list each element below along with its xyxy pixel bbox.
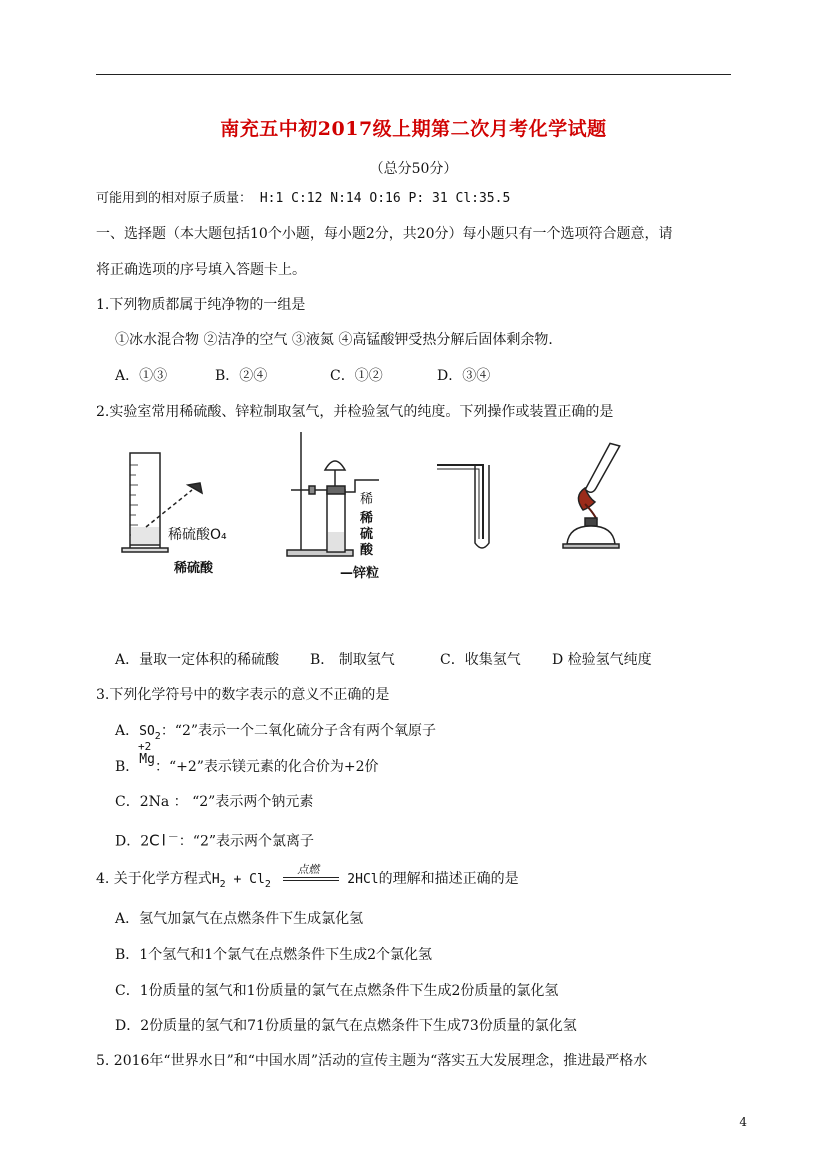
q2-option-b: B． 制取氢气: [310, 652, 395, 668]
q2-stem: 2.实验室常用稀硫酸、锌粒制取氢气，并检验氢气的纯度。下列操作或装置正确的是: [96, 404, 614, 420]
q3-option-d: [115, 828, 314, 851]
q4-condition: 点燃: [297, 863, 320, 876]
figure-b-caption: —锌粒: [340, 566, 380, 581]
section1-line1: 一、选择题（本大题包括10个小题，每小题2分，共20分）每小题只有一个选项符合题意，请: [96, 226, 673, 242]
q4-reaction-arrow: [283, 863, 339, 881]
q2-option-d: D 检验氢气纯度: [552, 652, 652, 668]
q3-d-text: ：“2”表示两个氯离子: [178, 833, 315, 850]
q3-stem: 3.下列化学符号中的数字表示的意义不正确的是: [96, 687, 390, 703]
q4-stem-suffix: 的理解和描述正确的是: [378, 871, 519, 887]
q3-a-subscript: 2: [154, 730, 161, 742]
q4-eq-cl: + Cl: [225, 872, 265, 887]
q3-d-superscript: －: [167, 830, 179, 843]
q4-eq-h: H: [211, 872, 220, 887]
exam-title: 南充五中初2017级上期第二次月考化学试题: [220, 118, 607, 140]
q3-option-c: C．2Na ： “2”表示两个钠元素: [115, 794, 314, 810]
figure-b-label-4: 酸: [360, 543, 374, 558]
atomic-mass-line: 可能用到的相对原子质量： H:1 C:12 N:14 O:16 P: 31 Cl:35.5: [96, 191, 511, 206]
q4-product: 2HCl: [347, 872, 379, 887]
q3-b-prefix: B．: [115, 759, 140, 775]
figure-c-gas-collection: [435, 455, 505, 560]
q3-b-text: ：“+2”表示镁元素的化合价为+2价: [154, 759, 379, 775]
q4-stem: [96, 863, 519, 894]
q4-eq-cl-sub: 2: [264, 878, 271, 890]
q1-option-d: D．③④: [437, 368, 491, 384]
q4-eq-h-sub: 2: [219, 878, 226, 890]
figure-b-label-3: 硫: [360, 527, 374, 542]
q5-stem: 5. 2016年“世界水日”和“中国水周”活动的宣传主题为“落实五大发展理念，推进最严格水: [96, 1053, 648, 1069]
figure-b-hydrogen-generator: [283, 430, 393, 560]
q1-option-c: C．①②: [330, 368, 383, 384]
q4-option-b: B．1个氢气和1个氯气在点燃条件下生成2个氯化氢: [115, 947, 433, 963]
q3-d-formula: Cl: [149, 831, 168, 850]
figure-a-text: 稀硫酸O₄: [168, 527, 227, 543]
section1-line2: 将正确选项的序号填入答题卡上。: [96, 262, 306, 278]
q3-a-prefix: A．: [115, 723, 140, 739]
figure-d-purity-test: [555, 440, 645, 560]
q3-b-formula: Mg: [139, 752, 155, 767]
figure-b-label-2: 稀: [360, 511, 374, 526]
q3-d-prefix: D．2: [115, 833, 150, 850]
q1-option-b: B．②④: [215, 368, 268, 384]
q2-option-c: C．收集氢气: [440, 652, 521, 668]
q1-option-a: A．①③: [115, 368, 168, 384]
q4-option-d: D．2份质量的氢气和71份质量的氯气在点燃条件下生成73份质量的氯化氢: [115, 1018, 577, 1034]
q3-b-charge: +2: [138, 740, 152, 753]
q4-stem-prefix: 4. 关于化学方程式: [96, 871, 212, 887]
figure-b-label-1: 稀: [360, 492, 374, 507]
figure-a-caption: 稀硫酸: [174, 561, 214, 576]
q1-items: ①冰水混合物 ②洁净的空气 ③液氮 ④高锰酸钾受热分解后固体剩余物．: [115, 332, 563, 348]
figure-a-graduated-cylinder: [110, 445, 240, 570]
total-score: （总分50分）: [369, 161, 458, 177]
q3-a-text: ：“2”表示一个二氧化硫分子含有两个氧原子: [160, 723, 437, 739]
q3-a-formula: SO: [139, 724, 155, 739]
page-number: 4: [739, 1115, 747, 1129]
q4-option-a: A．氢气加氯气在点燃条件下生成氯化氢: [115, 911, 364, 927]
q4-option-c: C．1份质量的氢气和1份质量的氯气在点燃条件下生成2份质量的氯化氢: [115, 983, 559, 999]
header-rule: [96, 74, 731, 75]
q2-option-a: A．量取一定体积的稀硫酸: [115, 652, 280, 668]
q3-option-b: [115, 752, 379, 777]
q1-stem: 1.下列物质都属于纯净物的一组是: [96, 297, 306, 313]
q3-option-a: [115, 722, 436, 746]
